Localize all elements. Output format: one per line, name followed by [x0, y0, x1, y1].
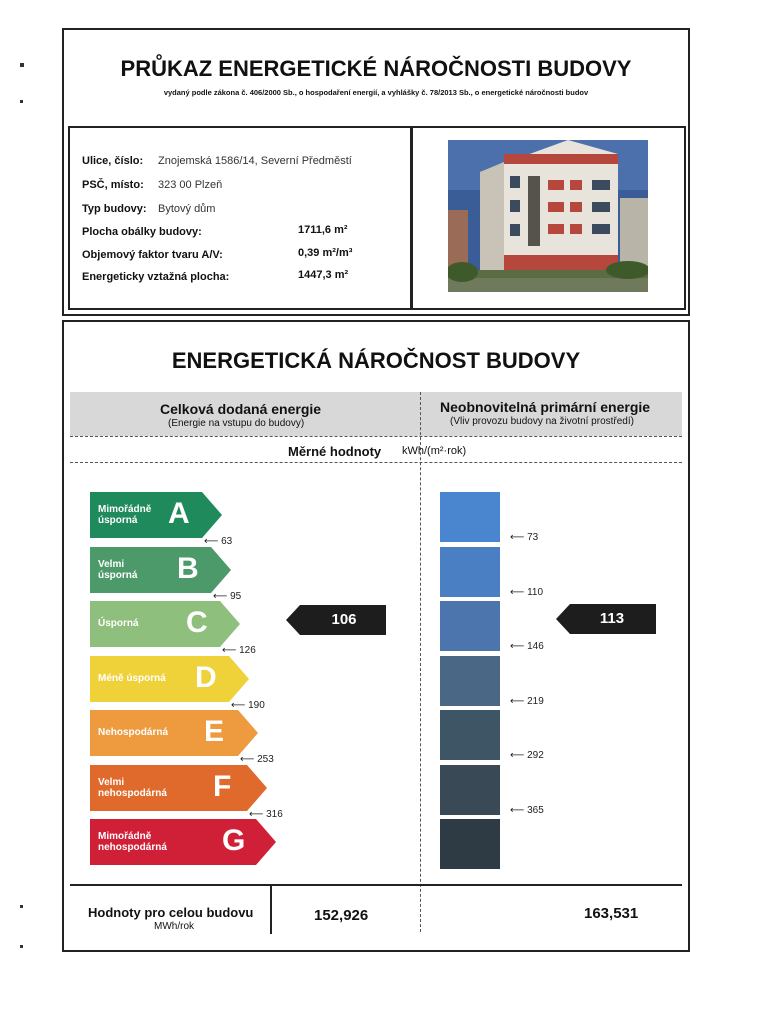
- reference-area-value: 1447,3 m²: [298, 269, 349, 281]
- primary-energy-band: [440, 819, 500, 869]
- energy-performance-box: [62, 320, 690, 952]
- certificate-subtitle: vydaný podle zákona č. 406/2000 Sb., o hospodaření energií, a vyhlášky č. 78/2013 Sb., o energetické náročnosti budov: [163, 88, 589, 97]
- specific-values-label: Měrné hodnoty: [288, 444, 382, 459]
- energy-class-label: [98, 727, 168, 738]
- primary-energy-band: [440, 710, 500, 760]
- header-divider: [70, 436, 682, 437]
- specific-values-units: kWh/(m²·rok): [402, 445, 467, 457]
- energy-class-label-line: Nehospodárná: [98, 727, 169, 738]
- energy-class-label: [98, 504, 151, 526]
- building-info-box: [68, 126, 686, 310]
- envelope-label: Plocha obálky budovy:: [82, 226, 202, 238]
- type-value: Bytový dům: [158, 203, 216, 215]
- delivered-energy-subheading: (Energie na vstupu do budovy): [168, 418, 305, 429]
- units-divider: [70, 462, 682, 463]
- certificate-header-box: [62, 28, 690, 316]
- energy-class-label-line: úsporná: [98, 569, 138, 581]
- envelope-value: 1711,6 m²: [298, 224, 348, 236]
- info-divider: [410, 128, 413, 308]
- energy-class-letter: D: [195, 660, 217, 694]
- energy-class-letter: C: [186, 606, 208, 639]
- primary-energy-band: [440, 492, 500, 542]
- delivered-threshold: ⟵ 63: [204, 536, 233, 547]
- delivered-threshold: ⟵ 126: [222, 645, 256, 656]
- energy-class-c: [90, 601, 242, 647]
- street-label: Ulice, číslo:: [82, 155, 144, 167]
- energy-class-label: [98, 618, 139, 629]
- type-label: Typ budovy:: [82, 203, 147, 215]
- energy-class-label-line: Velmi: [98, 776, 125, 788]
- primary-threshold: ⟵ 219: [510, 695, 544, 707]
- section-title: ENERGETICKÁ NÁROČNOST BUDOVY: [171, 348, 581, 373]
- shape-factor-label: Objemový faktor tvaru A/V:: [82, 249, 223, 261]
- energy-class-label-line: nehospodárná: [98, 842, 167, 853]
- certificate-title: PRŮKAZ ENERGETICKÉ NÁROČNOSTI BUDOVY: [120, 56, 632, 81]
- energy-class-label: [98, 831, 167, 853]
- energy-class-letter: B: [177, 551, 199, 585]
- primary-energy-heading: Neobnovitelná primární energie: [440, 399, 651, 415]
- whole-building-delivered-value: 152,926: [314, 907, 369, 924]
- energy-class-label: [98, 559, 137, 581]
- energy-class-label-line: Méně úsporná: [98, 672, 166, 684]
- street-value: Znojemská 1586/14, Severní Předměstí: [158, 155, 352, 167]
- energy-class-label: [98, 673, 166, 684]
- delivered-threshold: ⟵ 190: [231, 699, 265, 711]
- primary-threshold: ⟵ 292: [510, 750, 544, 761]
- shape-factor-value: 0,39 m²/m³: [298, 247, 353, 259]
- delivered-threshold: ⟵ 253: [240, 754, 274, 765]
- scan-mark: [20, 945, 23, 948]
- scan-mark: [20, 100, 23, 103]
- psc-value: 323 00 Plzeň: [158, 179, 223, 191]
- delivered-energy-heading: Celková dodaná energie: [160, 401, 322, 417]
- energy-class-label-line: Úsporná: [98, 618, 139, 629]
- energy-class-b: [90, 547, 233, 593]
- primary-energy-band: [440, 765, 500, 815]
- whole-building-unit: MWh/rok: [154, 921, 194, 932]
- footer-divider: [270, 886, 272, 934]
- scan-mark: [20, 63, 24, 67]
- energy-class-letter: A: [168, 497, 190, 530]
- energy-class-d: [90, 656, 251, 702]
- energy-class-letter: F: [213, 769, 232, 803]
- delivered-marker-value: 106: [331, 611, 357, 628]
- primary-energy-band: [440, 656, 500, 706]
- primary-energy-subheading: (Vliv provozu budovy na životní prostředí): [450, 416, 634, 427]
- psc-label: PSČ, místo:: [82, 179, 144, 191]
- whole-building-primary-value: 163,531: [584, 905, 639, 922]
- primary-threshold: ⟵ 73: [510, 532, 539, 543]
- energy-class-e: [90, 710, 260, 756]
- primary-threshold: ⟵ 110: [510, 586, 544, 598]
- primary-energy-band: [440, 547, 500, 597]
- energy-class-label-line: Mimořádně: [98, 831, 152, 842]
- primary-threshold: ⟵ 146: [510, 641, 544, 652]
- primary-threshold: ⟵ 365: [510, 804, 544, 816]
- energy-class-f: [90, 765, 269, 811]
- building-photo: [448, 140, 648, 292]
- energy-class-label-line: Velmi: [98, 558, 125, 570]
- energy-class-label-line: Mimořádně: [98, 504, 152, 515]
- reference-area-label: Energeticky vztažná plocha:: [82, 271, 230, 283]
- primary-energy-band: [440, 601, 500, 651]
- energy-class-label-line: úsporná: [98, 515, 138, 526]
- whole-building-label: Hodnoty pro celou budovu: [88, 905, 254, 920]
- energy-class-a: [90, 492, 224, 538]
- energy-class-letter: E: [204, 715, 225, 748]
- energy-class-label: [98, 777, 167, 799]
- energy-class-g: [90, 819, 278, 865]
- energy-class-label-line: nehospodárná: [98, 787, 167, 799]
- delivered-threshold: ⟵ 316: [249, 808, 283, 820]
- delivered-threshold: ⟵ 95: [213, 590, 242, 602]
- energy-class-letter: G: [222, 824, 246, 857]
- column-divider: [420, 392, 421, 932]
- primary-marker-value: 113: [599, 610, 625, 627]
- scan-mark: [20, 905, 23, 908]
